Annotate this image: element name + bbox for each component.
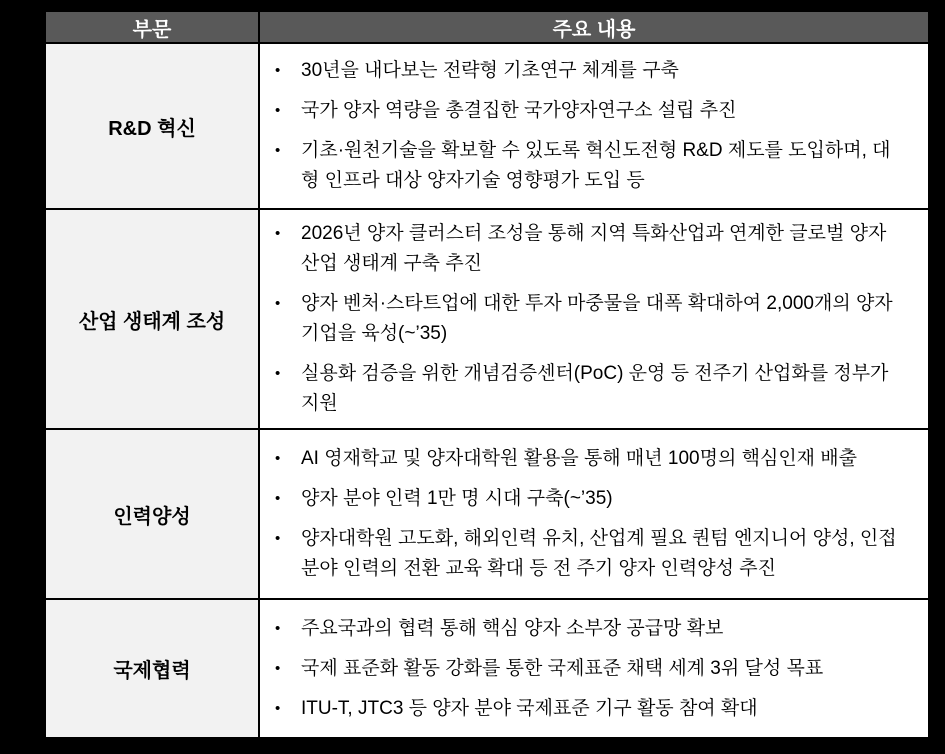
- table-row: [46, 42, 928, 208]
- bullet-icon: •: [275, 659, 281, 677]
- table-row: [46, 598, 928, 737]
- list-item-text: 30년을 내다보는 전략형 기초연구 체계를 구축: [301, 60, 679, 81]
- category-cell: R&D 혁신: [46, 44, 260, 208]
- bullet-icon: •: [275, 102, 281, 119]
- header-cell-content: 주요 내용: [552, 18, 636, 41]
- list-item: [272, 289, 900, 349]
- list-item: [272, 136, 900, 196]
- list-item: [272, 654, 900, 684]
- category-cell: 국제협력: [46, 600, 260, 737]
- bullet-icon: •: [275, 225, 281, 242]
- list-item: [272, 524, 900, 584]
- content-cell: [260, 44, 928, 208]
- list-item-text: 양자 벤처·스타트업에 대한 투자 마중물을 대폭 확대하여 2,000개의 양자 기업을 육성(~’35): [301, 293, 893, 344]
- bullet-icon: •: [275, 142, 281, 159]
- bullet-icon: •: [275, 295, 281, 312]
- bullet-icon: •: [275, 365, 281, 382]
- content-cell: [260, 210, 928, 428]
- list-item-text: AI 영재학교 및 양자대학원 활용을 통해 매년 100명의 핵심인재 배출: [301, 448, 858, 469]
- table-row: [46, 428, 928, 598]
- table-row: [46, 208, 928, 428]
- list-item-text: 실용화 검증을 위한 개념검증센터(PoC) 운영 등 전주기 산업화를 정부가 지원: [301, 363, 889, 414]
- list-item: [272, 219, 900, 279]
- list-item-text: 국가 양자 역량을 총결집한 국가양자연구소 설립 추진: [301, 100, 737, 121]
- header-cell-category: 부문: [46, 12, 260, 42]
- list-item: [272, 96, 900, 126]
- list-item: [272, 484, 900, 514]
- summary-table: [44, 10, 930, 739]
- bullet-icon: •: [275, 490, 281, 507]
- list-item-text: 2026년 양자 클러스터 조성을 통해 지역 특화산업과 연계한 글로벌 양자 산업 생태계 구축 추진: [301, 223, 887, 274]
- bullet-icon: •: [275, 699, 281, 717]
- category-cell: 산업 생태계 조성: [46, 210, 260, 428]
- category-cell: 인력양성: [46, 430, 260, 598]
- content-cell: [260, 430, 928, 598]
- table-header-row: [46, 12, 928, 42]
- bullet-icon: •: [275, 450, 281, 467]
- list-item-text: ITU-T, JTC3 등 양자 분야 국제표준 기구 활동 참여 확대: [301, 697, 758, 719]
- list-item-text: 국제 표준화 활동 강화를 통한 국제표준 채택 세계 3위 달성 목표: [301, 657, 824, 679]
- list-item-text: 양자 분야 인력 1만 명 시대 구축(~’35): [301, 488, 613, 509]
- list-item: [272, 56, 900, 86]
- list-item: [272, 614, 900, 644]
- content-cell: [260, 600, 928, 737]
- list-item: [272, 694, 900, 724]
- bullet-icon: •: [275, 619, 281, 637]
- list-item: [272, 444, 900, 474]
- list-item-text: 양자대학원 고도화, 해외인력 유치, 산업계 필요 퀀텀 엔지니어 양성, 인접분야 인력의 전환 교육 확대 등 전 주기 양자 인력양성 추진: [301, 528, 897, 579]
- bullet-icon: •: [275, 62, 281, 79]
- list-item: [272, 359, 900, 419]
- list-item-text: 기초·원천기술을 확보할 수 있도록 혁신도전형 R&D 제도를 도입하며, 대형 인프라 대상 양자기술 영향평가 도입 등: [301, 140, 891, 191]
- bullet-icon: •: [275, 530, 281, 547]
- list-item-text: 주요국과의 협력 통해 핵심 양자 소부장 공급망 확보: [301, 617, 724, 639]
